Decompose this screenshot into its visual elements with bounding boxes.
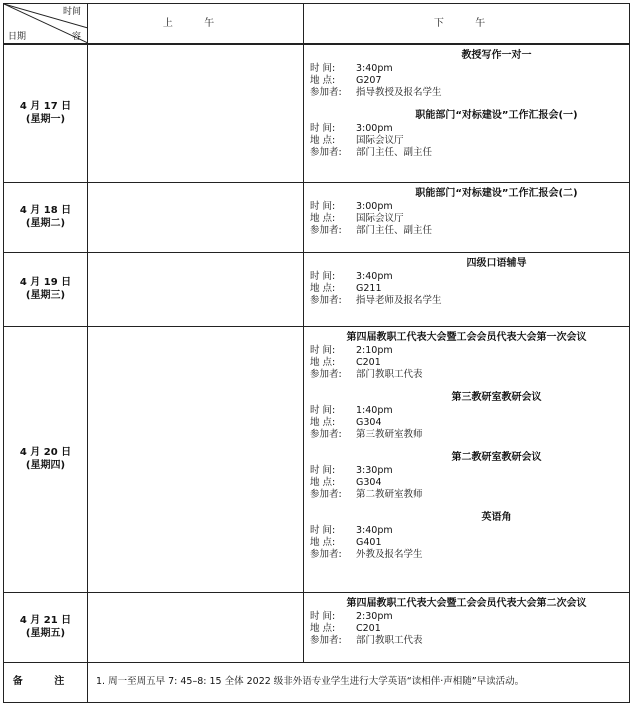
event-block xyxy=(310,187,623,237)
event-block xyxy=(310,109,623,159)
schedule-table xyxy=(3,3,630,703)
place-label: 地 点: xyxy=(310,282,336,294)
time-label: 时 间: xyxy=(310,610,336,622)
day-row xyxy=(4,592,630,662)
place-label: 地 点: xyxy=(310,622,336,634)
event-block xyxy=(310,391,623,441)
time-label: 时 间: xyxy=(310,464,336,476)
pm-cell xyxy=(304,592,630,662)
date-cell xyxy=(4,182,88,252)
attendees-label: 参加者: xyxy=(310,294,342,306)
event-time: 3:40pm xyxy=(356,524,393,536)
place-label: 地 点: xyxy=(310,75,336,86)
attendees-label: 参加者: xyxy=(310,548,342,560)
header-row xyxy=(4,4,630,45)
notes-text: 1. 周一至周五早 7: 45–8: 15 全体 2022 级非外语专业学生进行大学英语“读相伴·声相随”早读活动。 xyxy=(88,662,630,702)
event-attendees: 指导老师及报名学生 xyxy=(356,294,442,306)
event-block xyxy=(310,597,623,647)
corner-content-label: 容 xyxy=(71,32,81,42)
event-block xyxy=(310,49,623,99)
time-label: 时 间: xyxy=(310,404,336,416)
weekday-label: (星期四) xyxy=(25,460,66,471)
date-label: 4 月 18 日 xyxy=(19,205,72,216)
schedule-sheet xyxy=(3,3,629,703)
place-label: 地 点: xyxy=(310,356,336,368)
event-block xyxy=(310,451,623,501)
date-label: 4 月 20 日 xyxy=(19,447,72,458)
attendees-label: 参加者: xyxy=(310,87,342,98)
corner-cell xyxy=(4,4,88,45)
time-label: 时 间: xyxy=(310,270,336,282)
event-title: 第四届教职工代表大会暨工会会员代表大会第一次会议 xyxy=(346,331,587,343)
event-title: 第三教研室教研会议 xyxy=(451,391,542,403)
am-cell xyxy=(88,326,304,592)
time-label: 时 间: xyxy=(310,123,336,134)
pm-cell xyxy=(304,252,630,326)
event-time: 3:40pm xyxy=(356,63,393,74)
event-attendees: 外教及报名学生 xyxy=(356,548,423,560)
date-cell xyxy=(4,592,88,662)
event-time: 1:40pm xyxy=(356,404,393,416)
event-place: G304 xyxy=(356,476,382,488)
event-block xyxy=(310,331,623,381)
attendees-label: 参加者: xyxy=(310,634,342,646)
am-cell xyxy=(88,252,304,326)
day-row xyxy=(4,44,630,182)
event-place: C201 xyxy=(356,356,381,368)
day-row xyxy=(4,182,630,252)
attendees-label: 参加者: xyxy=(310,147,342,158)
attendees-label: 参加者: xyxy=(310,224,342,236)
event-place: G211 xyxy=(356,282,382,294)
event-place: 国际会议厅 xyxy=(356,212,404,224)
pm-cell xyxy=(304,182,630,252)
time-label: 时 间: xyxy=(310,200,336,212)
notes-row xyxy=(4,662,630,702)
event-attendees: 部门教职工代表 xyxy=(356,368,423,380)
event-time: 3:40pm xyxy=(356,270,393,282)
date-cell xyxy=(4,326,88,592)
event-title: 英语角 xyxy=(481,511,512,523)
event-attendees: 指导教授及报名学生 xyxy=(356,87,442,98)
event-attendees: 部门教职工代表 xyxy=(356,634,423,646)
attendees-label: 参加者: xyxy=(310,488,342,500)
event-attendees: 第三教研室教师 xyxy=(356,428,423,440)
attendees-label: 参加者: xyxy=(310,428,342,440)
event-place: G304 xyxy=(356,416,382,428)
place-label: 地 点: xyxy=(310,536,336,548)
attendees-label: 参加者: xyxy=(310,368,342,380)
event-title: 职能部门“对标建设”工作汇报会(二) xyxy=(415,187,578,199)
am-cell xyxy=(88,44,304,182)
pm-header: 下 午 xyxy=(304,4,630,45)
time-label: 时 间: xyxy=(310,63,336,74)
date-label: 4 月 19 日 xyxy=(19,277,72,288)
place-label: 地 点: xyxy=(310,416,336,428)
event-place: G207 xyxy=(356,75,382,86)
weekday-label: (星期二) xyxy=(25,218,66,229)
event-place: C201 xyxy=(356,622,381,634)
event-title: 教授写作一对一 xyxy=(461,50,532,61)
time-label: 时 间: xyxy=(310,344,336,356)
pm-cell xyxy=(304,44,630,182)
am-header: 上 午 xyxy=(88,4,304,45)
am-cell xyxy=(88,182,304,252)
date-label: 4 月 21 日 xyxy=(19,615,72,626)
event-place: 国际会议厅 xyxy=(356,135,404,146)
event-title: 四级口语辅导 xyxy=(466,257,527,269)
event-time: 2:30pm xyxy=(356,610,393,622)
day-row xyxy=(4,326,630,592)
pm-cell xyxy=(304,326,630,592)
event-attendees: 部门主任、副主任 xyxy=(356,224,433,236)
event-time: 3:30pm xyxy=(356,464,393,476)
event-title: 第四届教职工代表大会暨工会会员代表大会第二次会议 xyxy=(346,597,587,609)
corner-date-label: 日期 xyxy=(8,32,27,42)
place-label: 地 点: xyxy=(310,476,336,488)
time-label: 时 间: xyxy=(310,524,336,536)
weekday-label: (星期三) xyxy=(25,290,66,301)
place-label: 地 点: xyxy=(310,135,336,146)
event-block xyxy=(310,511,623,561)
event-place: G401 xyxy=(356,536,382,548)
am-cell xyxy=(88,592,304,662)
event-title: 第二教研室教研会议 xyxy=(451,451,542,463)
event-attendees: 第二教研室教师 xyxy=(356,488,423,500)
place-label: 地 点: xyxy=(310,212,336,224)
event-time: 2:10pm xyxy=(356,344,393,356)
day-row xyxy=(4,252,630,326)
event-time: 3:00pm xyxy=(356,123,393,134)
corner-time-label: 时间 xyxy=(62,7,81,17)
weekday-label: (星期五) xyxy=(25,628,66,639)
date-cell xyxy=(4,44,88,182)
date-cell xyxy=(4,252,88,326)
date-label: 4 月 17 日 xyxy=(19,101,72,113)
weekday-label: (星期一) xyxy=(25,114,66,126)
event-title: 职能部门“对标建设”工作汇报会(一) xyxy=(415,110,578,121)
event-block xyxy=(310,257,623,307)
event-time: 3:00pm xyxy=(356,200,393,212)
notes-label: 备 注 xyxy=(4,662,88,702)
event-attendees: 部门主任、副主任 xyxy=(356,147,433,158)
